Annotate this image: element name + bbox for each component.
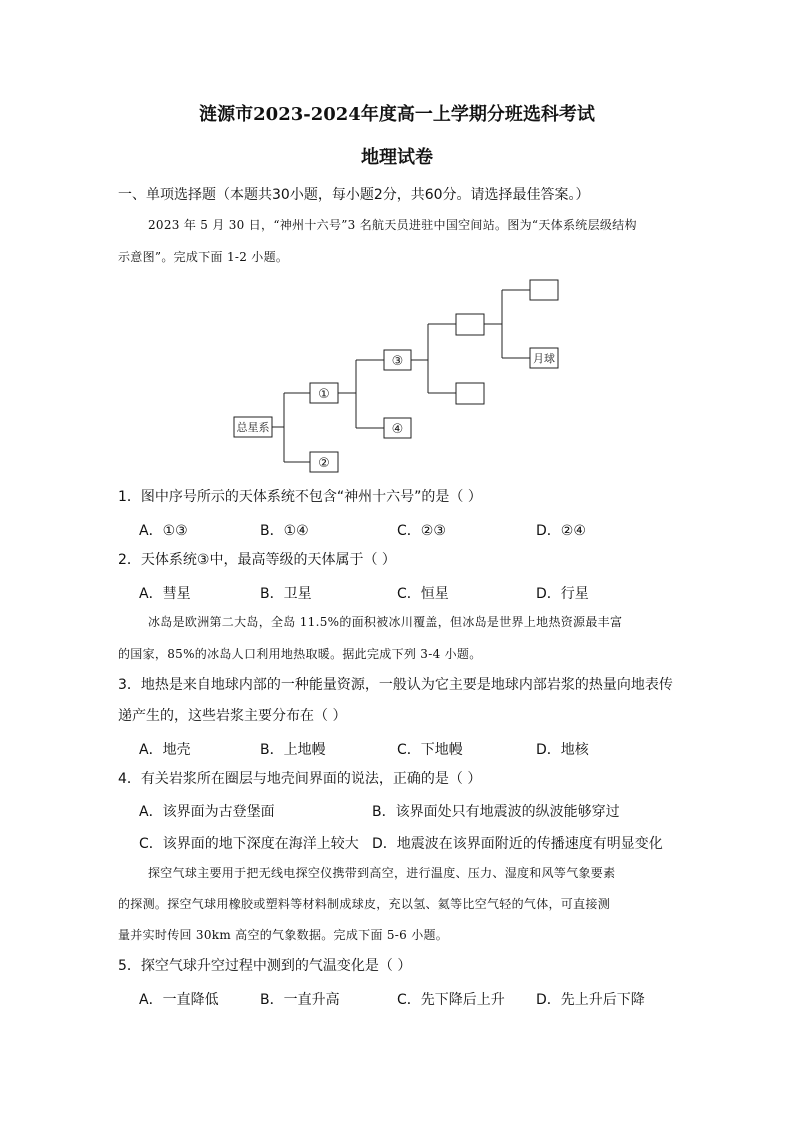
question-4-option-c[interactable]: C．该界面的地下深度在海洋上较大 bbox=[139, 836, 359, 852]
question-5-option-c[interactable]: C．先下降后上升 bbox=[397, 992, 505, 1008]
question-2-option-d[interactable]: D．行星 bbox=[536, 586, 589, 602]
question-4-option-d[interactable]: D．地震波在该界面附近的传播速度有明显变化 bbox=[372, 836, 663, 852]
question-1-option-a[interactable]: A．①③ bbox=[139, 523, 188, 539]
question-4-option-b[interactable]: B．该界面处只有地震波的纵波能够穿过 bbox=[372, 804, 620, 820]
exam-subtitle: 地理试卷 bbox=[361, 147, 433, 168]
question-2-option-c[interactable]: C．恒星 bbox=[397, 586, 449, 602]
box-1-label: ① bbox=[318, 387, 330, 402]
question-4-option-a[interactable]: A．该界面为古登堡面 bbox=[139, 804, 275, 820]
material-1-line-2: 示意图”。完成下面 1-2 小题。 bbox=[118, 250, 289, 264]
material-3-line-2: 的探测。探空气球用橡胶或塑料等材料制成球皮，充以氢、氦等比空气轻的气体，可直接测 bbox=[118, 897, 611, 911]
box-2-label: ② bbox=[318, 456, 330, 471]
question-5-option-a[interactable]: A．一直降低 bbox=[139, 992, 219, 1008]
blank-box-top bbox=[530, 280, 558, 300]
box-4-label: ④ bbox=[391, 422, 404, 437]
exam-title: 涟源市2023-2024年度高一上学期分班选科考试 bbox=[199, 104, 595, 125]
root-label: 总星系 bbox=[236, 421, 270, 434]
box-3-label: ③ bbox=[391, 354, 404, 369]
material-2-line-2: 的国家，85%的冰岛人口利用地热取暖。据此完成下列 3-4 小题。 bbox=[118, 647, 482, 661]
question-3-option-b[interactable]: B．上地幔 bbox=[260, 742, 326, 758]
question-1-option-b[interactable]: B．①④ bbox=[260, 523, 309, 539]
material-1-line-1: 2023 年 5 月 30 日，“神州十六号”3 名航天员进驻中国空间站。图为“天体系统层级结构 bbox=[148, 218, 637, 232]
material-2-line-1: 冰岛是欧洲第二大岛，全岛 11.5%的面积被冰川覆盖，但冰岛是世界上地热资源最丰富 bbox=[148, 615, 623, 629]
question-3-option-d[interactable]: D．地核 bbox=[536, 742, 589, 758]
moon-label: 月球 bbox=[533, 352, 555, 365]
question-3-option-a[interactable]: A．地壳 bbox=[139, 742, 191, 758]
question-5-option-d[interactable]: D．先上升后下降 bbox=[536, 992, 645, 1008]
question-1-stem: 1．图中序号所示的天体系统不包含“神州十六号”的是（ ） bbox=[118, 489, 482, 505]
question-1-option-d[interactable]: D．②④ bbox=[536, 523, 586, 539]
blank-box-upper bbox=[456, 314, 484, 335]
question-3-stem-line-2: 递产生的，这些岩浆主要分布在（ ） bbox=[118, 708, 347, 724]
question-3-stem-line-1: 3．地热是来自地球内部的一种能量资源，一般认为它主要是地球内部岩浆的热量向地表传 bbox=[118, 677, 673, 693]
blank-box-lower bbox=[456, 383, 484, 404]
section-heading: 一、单项选择题（本题共30小题，每小题2分，共60分。请选择最佳答案。） bbox=[118, 187, 590, 203]
material-3-line-1: 探空气球主要用于把无线电探空仪携带到高空，进行温度、压力、湿度和风等气象要素 bbox=[148, 866, 616, 880]
question-2-option-b[interactable]: B．卫星 bbox=[260, 586, 312, 602]
question-3-option-c[interactable]: C．下地幔 bbox=[397, 742, 463, 758]
question-4-stem: 4．有关岩浆所在圈层与地壳间界面的说法，正确的是（ ） bbox=[118, 771, 482, 787]
question-1-option-c[interactable]: C．②③ bbox=[397, 523, 446, 539]
question-5-option-b[interactable]: B．一直升高 bbox=[260, 992, 340, 1008]
question-2-option-a[interactable]: A．彗星 bbox=[139, 586, 191, 602]
question-2-stem: 2．天体系统③中，最高等级的天体属于（ ） bbox=[118, 552, 396, 568]
material-3-line-3: 量并实时传回 30km 高空的气象数据。完成下面 5-6 小题。 bbox=[118, 928, 449, 942]
question-5-stem: 5．探空气球升空过程中测到的气温变化是（ ） bbox=[118, 958, 412, 974]
